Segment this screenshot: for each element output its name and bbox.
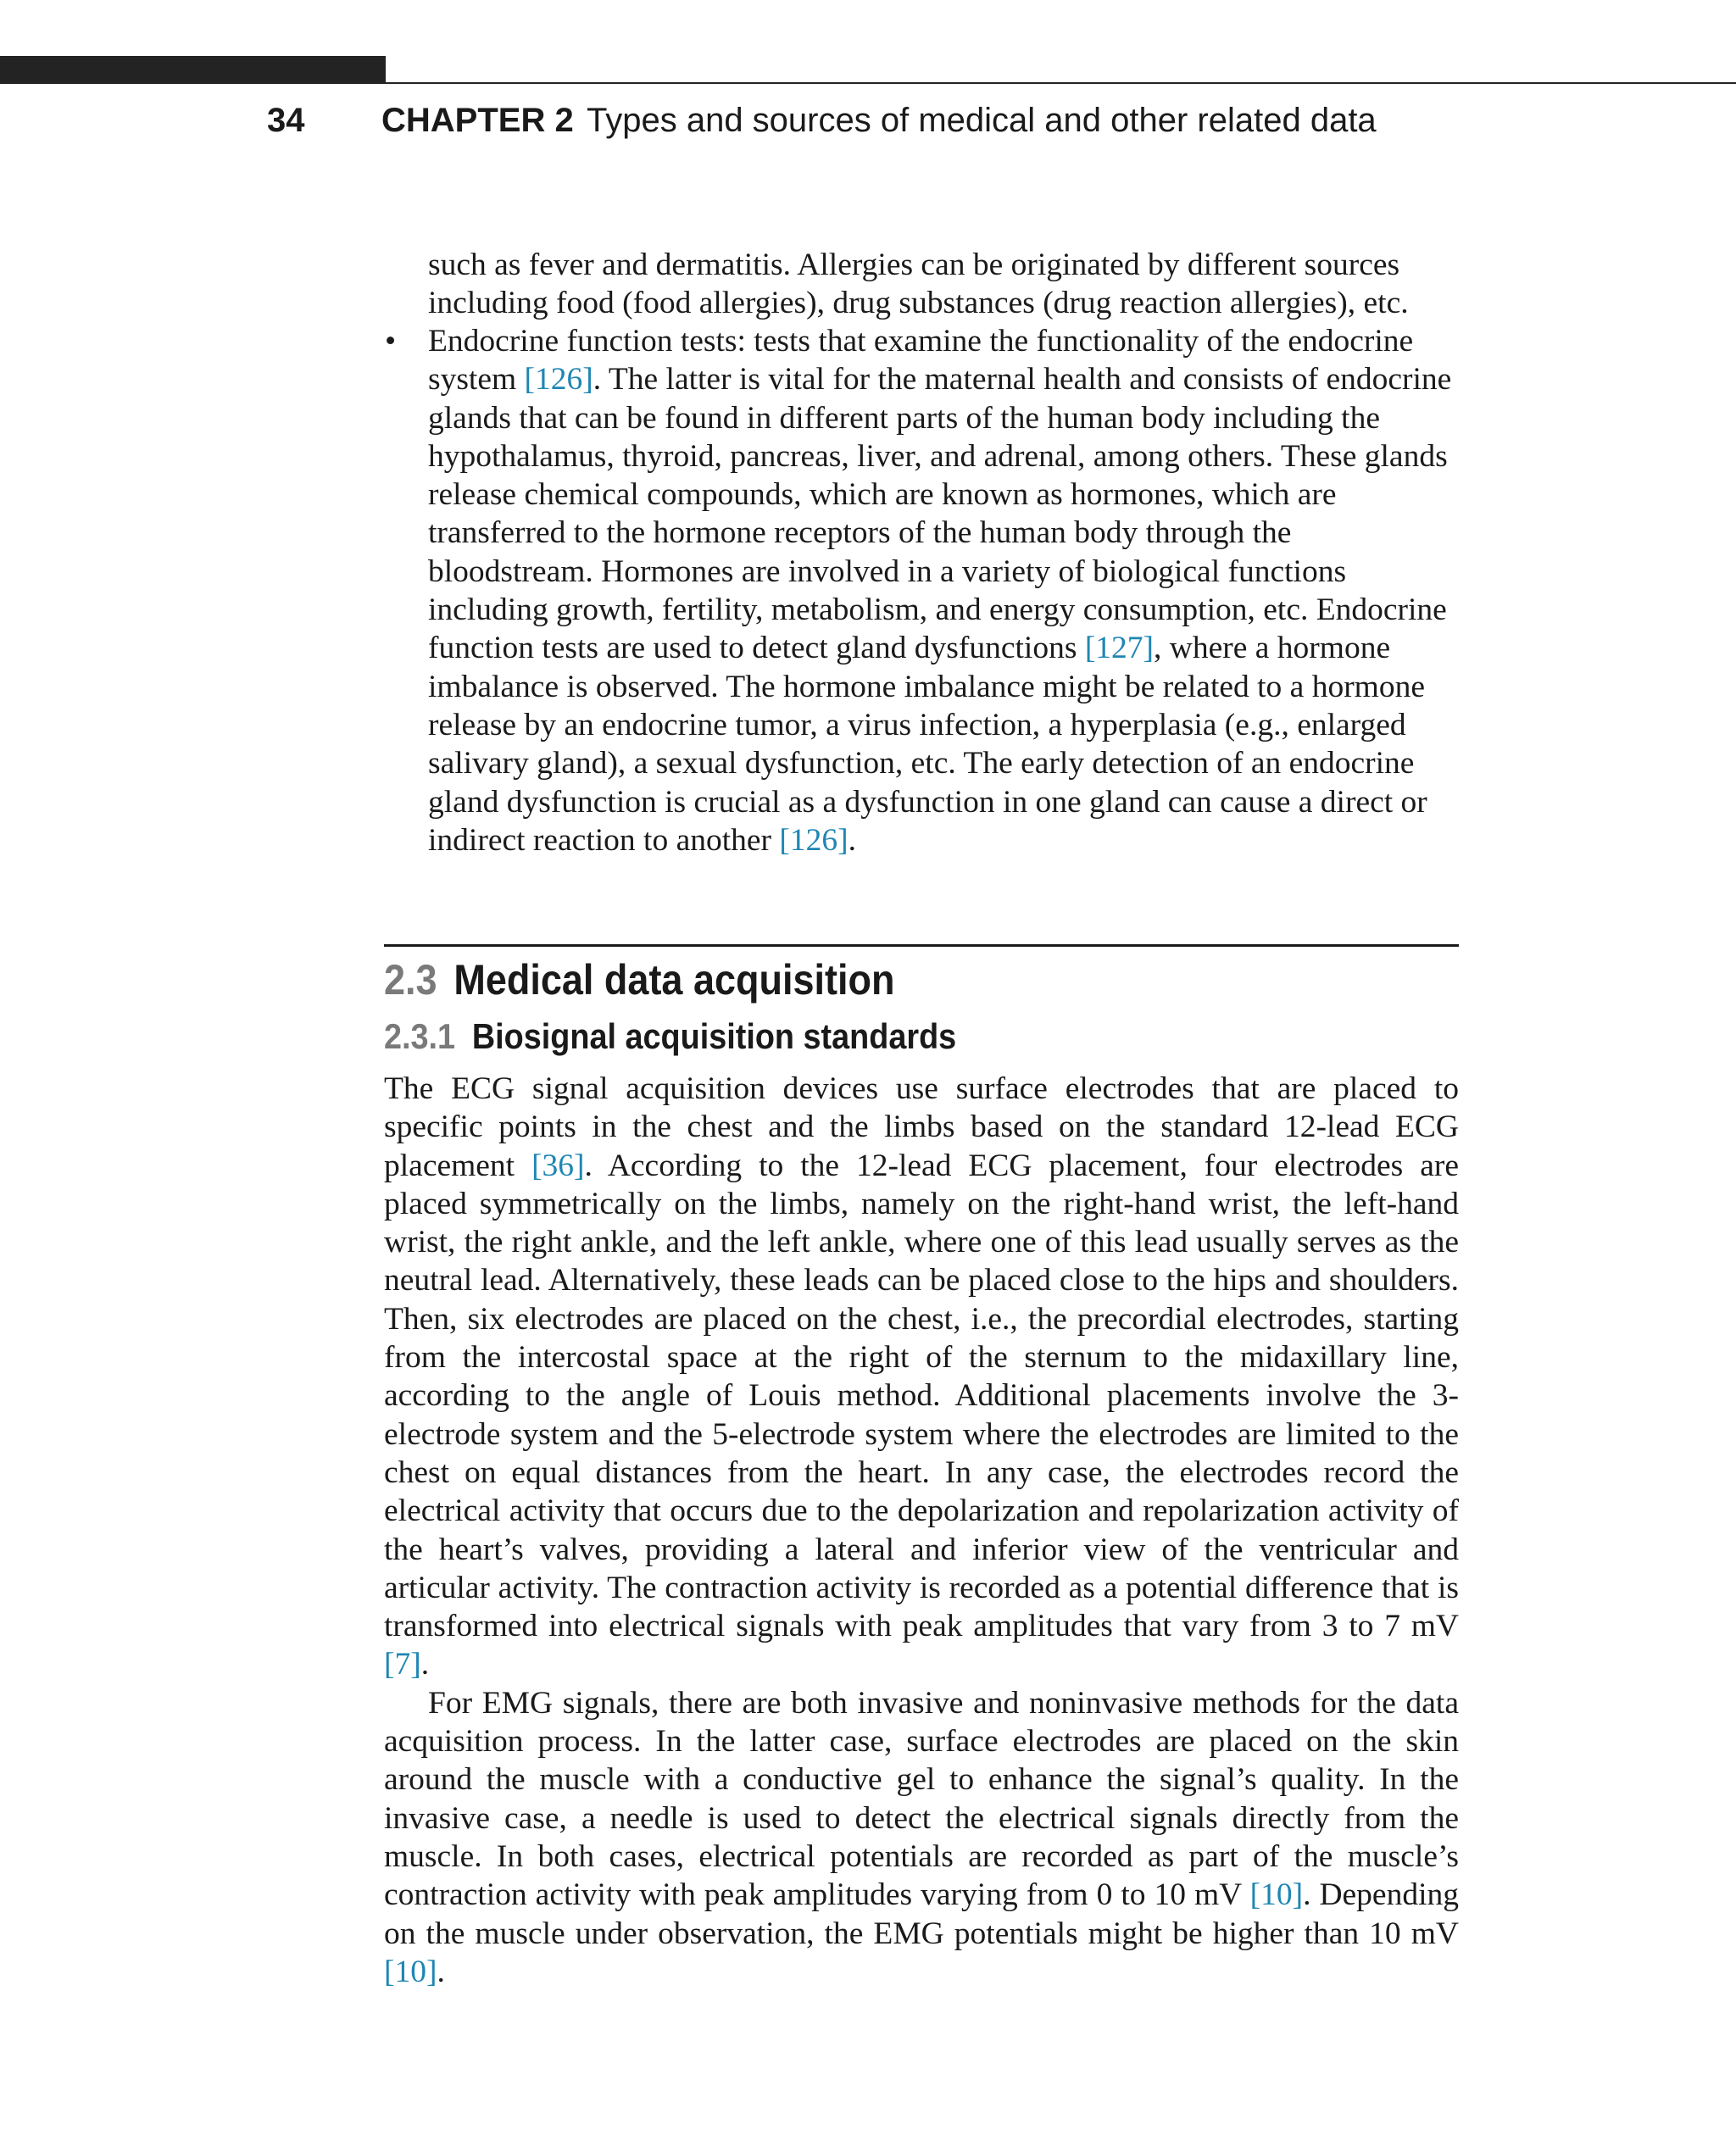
citation-link[interactable]: [7]	[384, 1647, 421, 1682]
paragraph-emg	[384, 1684, 1459, 1991]
main-body	[384, 1070, 1459, 1991]
text-run: The ECG signal acquisition devices use surface electrodes that are placed to specific points in the chest and the limbs based on the standard 12-lead ECG placement	[384, 1071, 1459, 1183]
section-title: Medical data acquisition	[453, 956, 895, 1004]
text-run: .	[420, 1647, 430, 1682]
text-run: Endocrine function tests: tests that examine the functionality of the endocrine system	[428, 324, 1414, 398]
subsection-number: 2.3.1	[384, 1016, 456, 1056]
subsection-heading	[384, 1013, 956, 1060]
chapter-label: CHAPTER 2	[381, 102, 574, 139]
page-number: 34	[267, 102, 305, 139]
text-run: .	[437, 1954, 445, 1989]
header-rule	[386, 82, 1736, 84]
subsection-title: Biosignal acquisition standards	[471, 1016, 957, 1056]
bullet-text	[428, 322, 1455, 859]
citation-link[interactable]: [127]	[1084, 631, 1155, 666]
text-run: . According to the 12-lead ECG placement, four electrodes are placed symmetrically on the limbs, namely on the right-hand wrist, the left-hand wrist, the right ankle, and the left ankle, where one of this lead usually serves as the neutral lead. Alternatively, these leads can be placed close to the hips and shoulders. Then, six electrodes are placed on the chest, i.e., the precordial electrodes, starting from the intercostal space at the right of the sternum to the midaxillary line, according to the angle of Louis method. Additional placements involve the 3-electrode system and the 5-electrode system where the electrodes are limited to the chest on equal distances from the heart. In any case, the electrodes record the electrical activity that occurs due to the depolarization and repolarization activity of the heart’s valves, providing a lateral and inferior view of the ventricular and articular activity. The contraction activity is recorded as a potential difference that is transformed into electrical signals with peak amplitudes that vary from 3 to 7 mV	[384, 1148, 1459, 1644]
section-number: 2.3	[384, 956, 437, 1004]
citation-link[interactable]: [10]	[384, 1954, 437, 1989]
text-run: .	[848, 822, 857, 858]
section-heading	[384, 953, 894, 1007]
chapter-title: Types and sources of medical and other related data	[587, 102, 1377, 139]
citation-link[interactable]: [36]	[531, 1148, 585, 1183]
section-divider	[384, 944, 1459, 947]
text-run: For EMG signals, there are both invasive and noninvasive methods for the data acquisition process. In the latter case, surface electrodes are placed on the skin around the muscle with a conductive gel to enhance the signal’s quality. In the invasive case, a needle is used to detect the electrical signals directly from the muscle. In both cases, electrical potentials are recorded as part of the muscle’s contraction activity with peak amplitudes varying from 0 to 10 mV	[384, 1685, 1459, 1913]
continuation-text: such as fever and dermatitis. Allergies can be originated by different sources including food (food allergies), drug substances (drug reaction allergies), etc.	[428, 247, 1409, 321]
running-head	[0, 95, 1736, 146]
citation-link[interactable]: [10]	[1249, 1877, 1304, 1913]
bullet-marker: •	[385, 324, 397, 359]
paragraph-ecg	[384, 1070, 1459, 1684]
text-run: . The latter is vital for the maternal health and consists of endocrine glands that can be found in different parts of the human body including the hypothalamus, thyroid, pancreas, liver, and adrenal, among others. These glands release chemical compounds, which are known as hormones, which are transferred to the hormone receptors of the human body through the bloodstream. Hormones are involved in a variety of biological functions including growth, fertility, metabolism, and energy consumption, etc. Endocrine function tests are used to detect gland dysfunctions	[428, 362, 1452, 666]
citation-link[interactable]: [126]	[779, 822, 849, 858]
text-run: , where a hormone imbalance is observed. The hormone imbalance might be related to a hormone release by an endocrine tumor, a virus infection, a hyperplasia (e.g., enlarged salivary gland), a sexual dysfunction, etc. The early detection of an endocrine gland dysfunction is crucial as a dysfunction in one gland can cause a direct or indirect reaction to another	[428, 631, 1427, 858]
text-run: . Depending on the muscle under observation, the EMG potentials might be higher than 10 mV	[384, 1877, 1459, 1951]
citation-link[interactable]: [126]	[524, 362, 593, 398]
header-bar	[0, 56, 386, 84]
bullet-item-endocrine	[385, 322, 1455, 859]
continuation-paragraph	[428, 246, 1455, 323]
